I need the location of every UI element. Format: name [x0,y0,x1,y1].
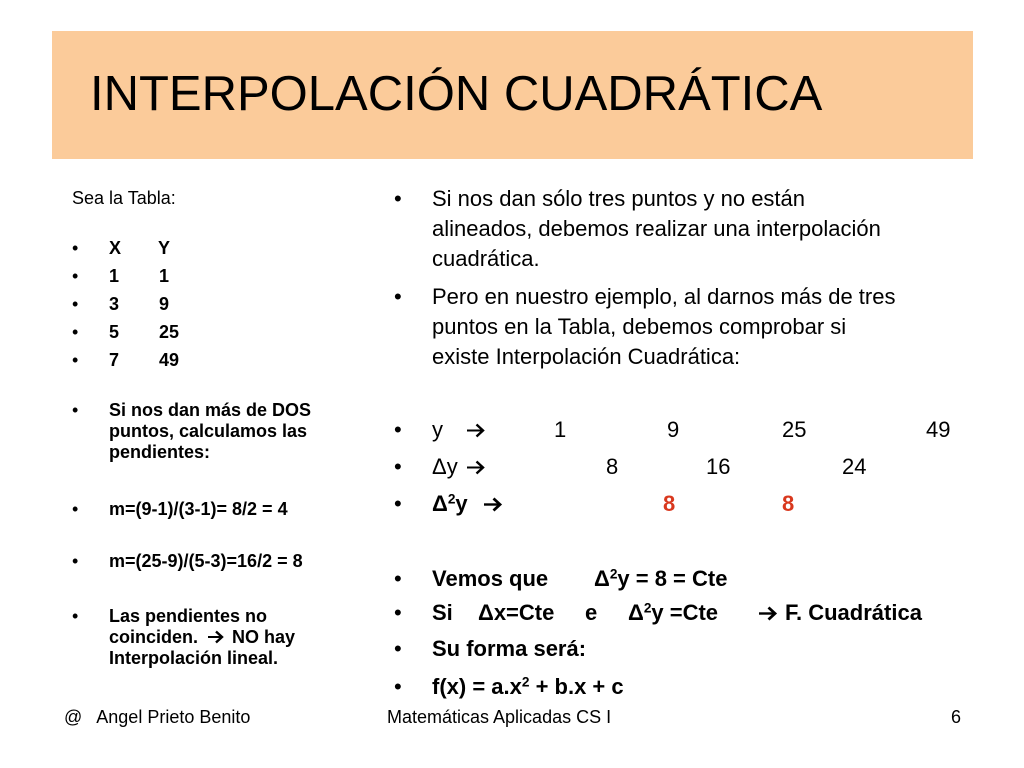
y-label: y [432,417,443,442]
exponent: 2 [643,600,652,616]
text-line: Pero en nuestro ejemplo, al darnos más de tres [432,284,896,309]
bullet: • [394,284,402,309]
table-cell-y: 49 [159,350,180,370]
text-line: Si nos dan sólo tres puntos y no están [432,186,806,211]
text-line: cuadrática. [432,246,540,271]
text-segment: + b.x + c [529,674,624,699]
dy-value: 24 [842,454,867,479]
formula [594,564,727,594]
text-line: alineados, debemos realizar una interpolación [432,216,881,241]
text-segment: f(x) = a.x [432,674,522,699]
slope-2-text: m=(25-9)/(5-3)=16/2 = 8 [109,551,303,571]
text-segment: NO hay [232,627,296,647]
bullet: • [72,551,79,571]
bullet: • [394,600,402,625]
right-arrow-icon [466,460,486,475]
text-segment: y = 8 = Cte [617,566,728,591]
text-line: puntos en la Tabla, debemos comprobar si [432,314,847,339]
text-line: Interpolación lineal. [109,648,279,668]
text-line: existe Interpolación Cuadrática: [432,344,741,369]
right-arrow-icon [483,497,503,512]
intro-text: Sea la Tabla: [72,188,176,208]
text-segment: e [585,600,598,625]
bullet: • [72,294,79,314]
table-header-y: Y [158,238,171,258]
table-header-x: X [109,238,122,258]
bullet: • [394,566,402,591]
table-cell-x: 7 [109,350,120,370]
bullet: • [72,350,79,370]
bullet: • [394,186,402,211]
bullet: • [72,400,79,420]
text-segment: F. Cuadrática [785,600,922,625]
footer-author: @ Angel Prieto Benito [64,707,251,727]
right-arrow-icon [466,423,486,438]
exponent: 2 [609,566,618,582]
text-segment: Si [432,600,453,625]
y-value: 49 [926,417,951,442]
title-bar [52,31,973,159]
text-line: puntos, calculamos las [109,421,308,441]
d2y-row [394,489,994,519]
bullet: • [72,499,79,519]
dy-value: 16 [706,454,731,479]
slide-title: INTERPOLACIÓN CUADRÁTICA [90,67,823,121]
y-row [394,415,994,445]
text-line [109,627,295,648]
table-cell-y: 1 [159,266,170,286]
bullet: • [72,266,79,286]
text-segment: Δx=Cte [478,600,555,625]
formula [628,598,718,628]
footer-course: Matemáticas Aplicadas CS I [387,707,612,727]
bullet: • [394,417,402,442]
delta-symbol: Δ [432,491,448,516]
text-line: Si nos dan más de DOS [109,400,312,420]
bullet: • [394,636,402,661]
table-cell-y: 25 [159,322,180,342]
table-cell-x: 5 [109,322,120,342]
bullet: • [394,491,402,516]
vemos-row [394,564,994,594]
table-cell-x: 1 [109,266,120,286]
bullet: • [72,322,79,342]
dy-value: 8 [606,454,619,479]
text-segment: Su forma será: [432,636,587,661]
fx-row [394,672,994,702]
si-row [394,598,994,628]
footer-page-number: 6 [951,707,962,727]
delta-symbol: Δ [628,600,644,625]
exponent: 2 [447,491,456,507]
dy-label: Δy [432,454,458,479]
d2y-label [432,489,468,519]
slope-1-text: m=(9-1)/(3-1)= 8/2 = 4 [109,499,288,519]
exponent: 2 [521,674,530,690]
y-value: 1 [554,417,567,442]
bullet: • [72,606,79,626]
right-arrow-icon [207,630,225,644]
variable: y [455,491,468,516]
table-cell-x: 3 [109,294,120,314]
forma-row [394,634,994,664]
formula [432,672,624,702]
bullet: • [394,674,402,699]
d2y-value: 8 [782,491,795,516]
d2y-value: 8 [663,491,676,516]
right-arrow-icon [758,606,778,621]
table-cell-y: 9 [159,294,170,314]
text-segment: y =Cte [651,600,719,625]
y-value: 9 [667,417,680,442]
delta-symbol: Δ [594,566,610,591]
text-segment: coinciden. [109,627,199,647]
y-value: 25 [782,417,807,442]
dy-row [394,452,994,482]
text-segment: Vemos que [432,566,549,591]
bullet: • [72,238,79,258]
text-line: Las pendientes no [109,606,268,626]
text-line: pendientes: [109,442,211,462]
bullet: • [394,454,402,479]
